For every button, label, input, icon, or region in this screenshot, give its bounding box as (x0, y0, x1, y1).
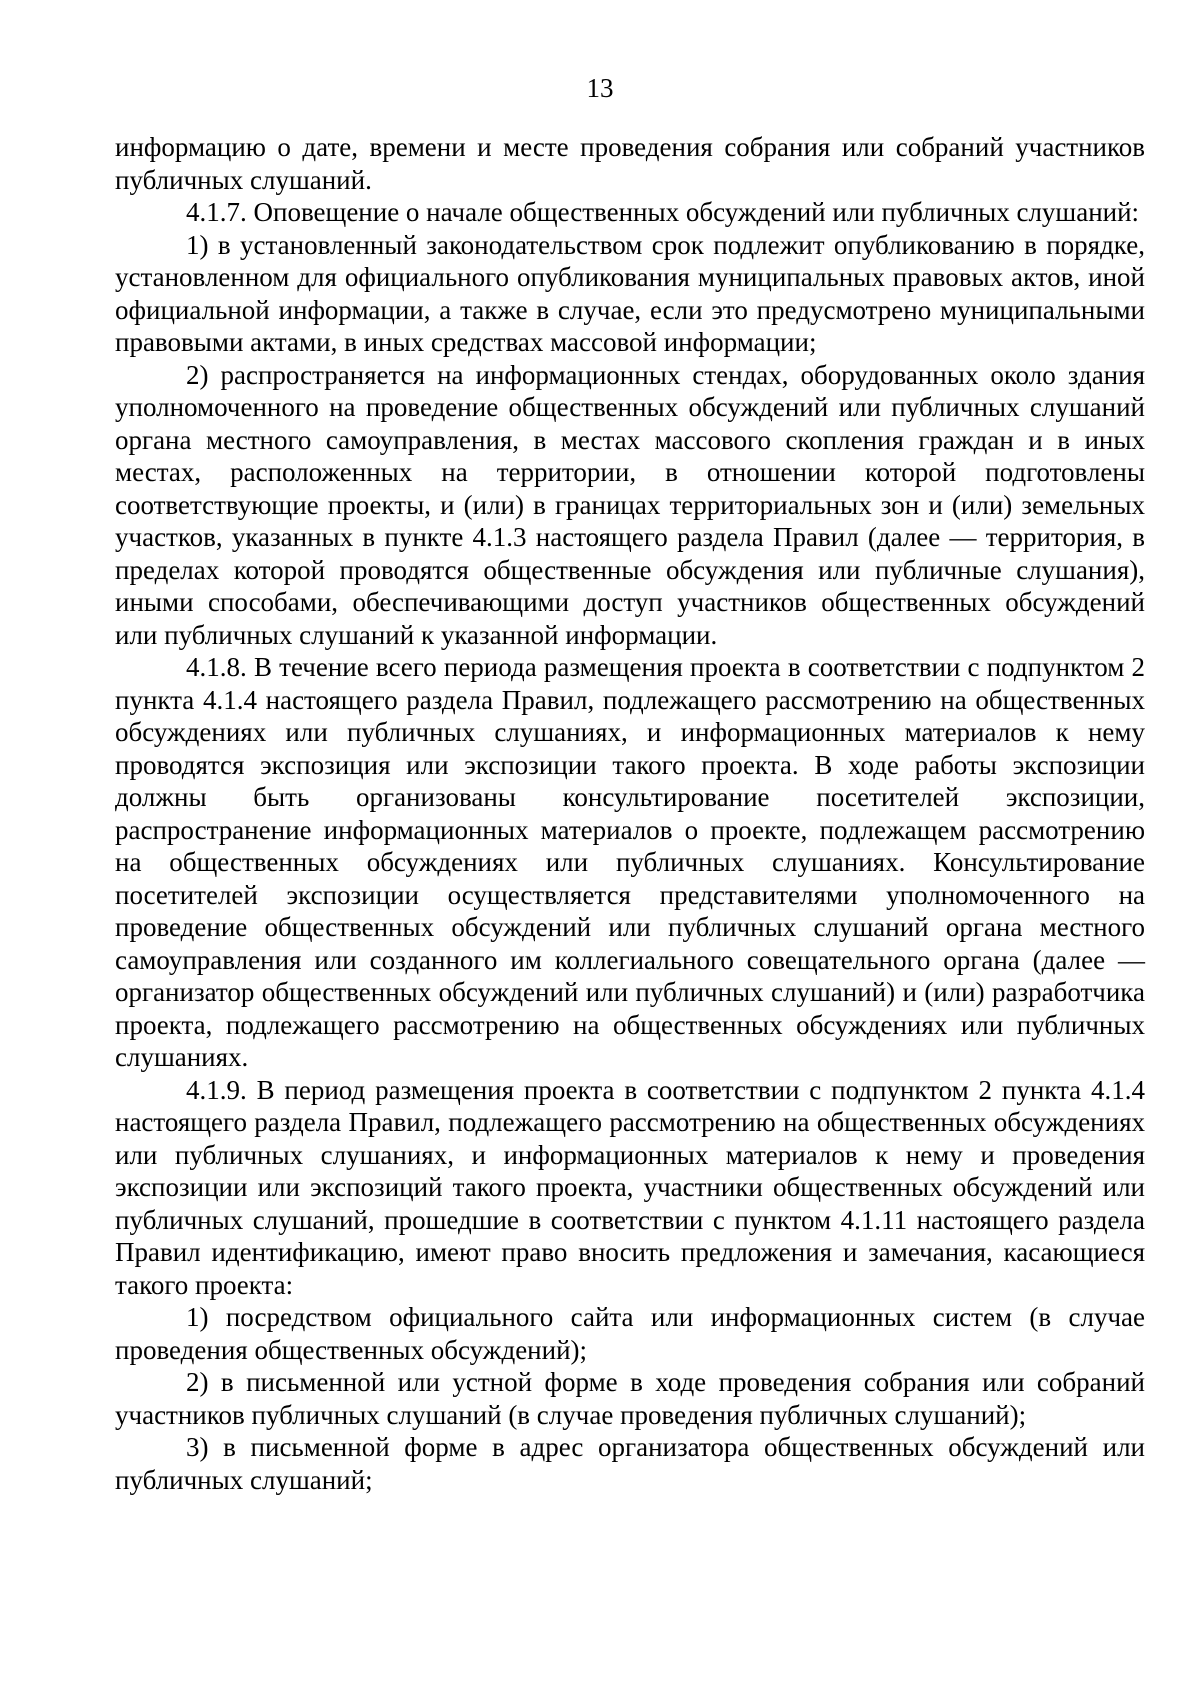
document-body (115, 131, 1145, 1496)
paragraph-continuation: информацию о дате, времени и месте проведения собрания или собраний участников публичных слушаний. (115, 132, 1145, 195)
list-item-4-1-9-3: 3) в письменной форме в адрес организатора общественных обсуждений или публичных слушаний; (115, 1432, 1145, 1495)
list-item-4-1-9-2: 2) в письменной или устной форме в ходе проведения собрания или собраний участников публичных слушаний (в случае проведения публичных слушаний); (115, 1367, 1145, 1430)
list-item-4-1-9-1: 1) посредством официального сайта или информационных систем (в случае проведения общественных обсуждений); (115, 1302, 1145, 1365)
paragraph-4-1-8: 4.1.8. В течение всего периода размещения проекта в соответствии с подпунктом 2 пункта 4.1.4 настоящего раздела Правил, подлежащего рассмотрению на общественных обсуждениях или публичных слушаниях, и информационных материалов к нему проводятся экспозиция или экспозиции такого проекта. В ходе работы экспозиции должны быть организованы консультирование посетителей экспозиции, распространение информационных материалов о проекте, подлежащем рассмотрению на общественных обсуждениях или публичных слушаниях. Консультирование посетителей экспозиции осуществляется представителями уполномоченного на проведение общественных обсуждений или публичных слушаний органа местного самоуправления или созданного им коллегиального совещательного органа (далее — организатор общественных обсуждений или публичных слушаний) и (или) разработчика проекта, подлежащего рассмотрению на общественных обсуждениях или публичных слушаниях. (115, 652, 1145, 1072)
page-number: 13 (586, 73, 614, 103)
paragraph-4-1-9: 4.1.9. В период размещения проекта в соответствии с подпунктом 2 пункта 4.1.4 настоящего раздела Правил, подлежащего рассмотрению на общественных обсуждениях или публичных слушаниях, и информационных материалов к нему и проведения экспозиции или экспозиций такого проекта, участники общественных обсуждений или публичных слушаний, прошедшие в соответствии с пунктом 4.1.11 настоящего раздела Правил идентификацию, имеют право вносить предложения и замечания, касающиеся такого проекта: (115, 1074, 1145, 1300)
paragraph-4-1-7: 4.1.7. Оповещение о начале общественных обсуждений или публичных слушаний: (186, 197, 1140, 227)
list-item-4-1-7-2: 2) распространяется на информационных стендах, оборудованных около здания уполномоченного на проведение общественных обсуждений или публичных слушаний органа местного самоуправления, в местах массового скопления граждан и в иных местах, расположенных на территории, в отношении которой подготовлены соответствующие проекты, и (или) в границах территориальных зон и (или) земельных участков, указанных в пункте 4.1.3 настоящего раздела Правил (далее — территория, в пределах которой проводятся общественные обсуждения или публичные слушания), иными способами, обеспечивающими доступ участников общественных обсуждений или публичных слушаний к указанной информации. (115, 359, 1145, 650)
list-item-4-1-7-1: 1) в установленный законодательством срок подлежит опубликованию в порядке, установленном для официального опубликования муниципальных правовых актов, иной официальной информации, а также в случае, если это предусмотрено муниципальными правовыми актами, в иных средствах массовой информации; (115, 229, 1145, 357)
